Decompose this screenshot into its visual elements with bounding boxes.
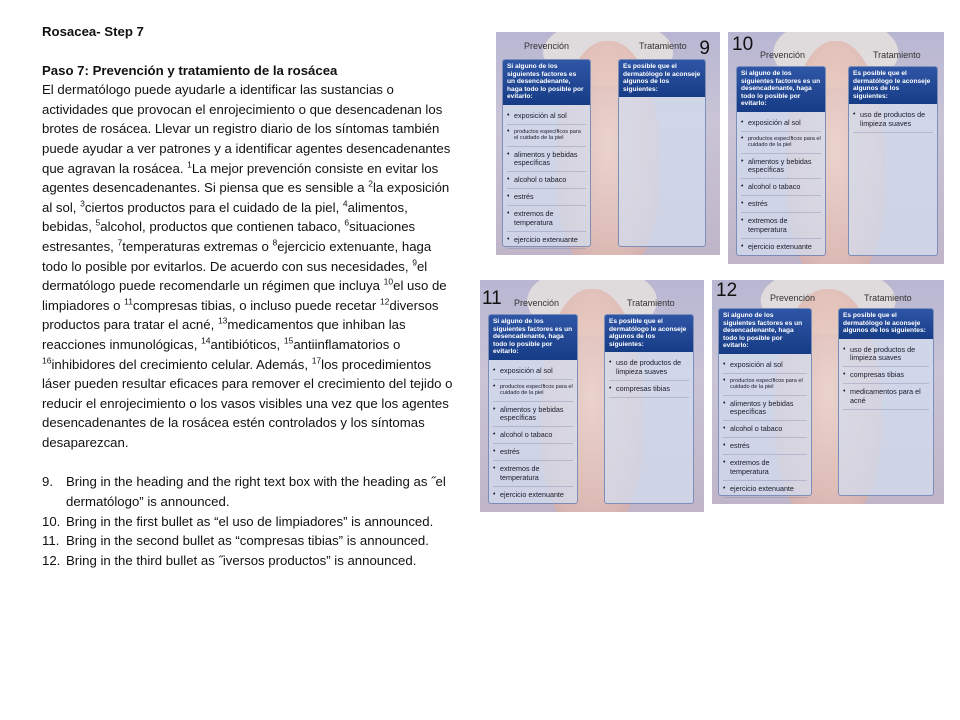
instruction-item [42,551,458,571]
body-text: compresas tibias, o incluso puede recetar [132,297,380,313]
prevention-item: • ejercicio extenuante [723,481,807,498]
treatment-item: • uso de productos de limpieza suaves [609,355,689,380]
prevention-panel-heading: Si alguno de los siguientes factores es un desencadenante, haga todo lo posible por evitarlo: [503,60,590,105]
treatment-item: • uso de productos de limpieza suaves [853,107,933,132]
body-text: antiinflamatorios o [293,336,401,352]
prevention-item: • alcohol o tabaco [493,427,573,444]
prevention-panel-heading: Si alguno de los siguientes factores es un desencadenante, haga todo lo posible por evitarlo: [719,309,811,354]
body-text: ejercicio extenuante, haga todo lo posible por evitarlos. De acuerdo con sus necesidades, [42,238,432,274]
prevention-item: • productos específicos para el cuidado de la piel [493,380,573,401]
prevention-item: • exposición al sol [507,108,586,125]
treatment-header: Tratamiento [639,41,687,51]
instruction-text: Bring in the second bullet as “compresas tibias” is announced. [66,533,429,549]
superscript: 2 [368,178,373,189]
superscript: 12 [379,296,390,307]
prevention-list [503,105,590,249]
superscript: 15 [283,335,294,346]
body-text: antibióticos, [210,336,284,352]
treatment-list [605,352,693,398]
body-text: la exposición al sol, [42,180,450,215]
instruction-item [42,531,458,551]
prevention-panel-heading: Si alguno de los siguientes factores es un desencadenante, haga todo lo posible por evitarlo: [489,315,577,360]
body-text: alcohol, productos que contienen tabaco, [100,219,345,235]
prevention-panel [718,308,812,496]
body-paragraph [42,80,458,452]
prevention-item: • estrés [493,444,573,461]
prevention-item: • productos específicos para el cuidado de la piel [507,125,586,146]
prevention-panel [502,59,591,247]
prevention-item: • alimentos y bebidas específicas [741,154,821,179]
superscript: 10 [383,276,394,287]
prevention-list [719,354,811,498]
body-text: situaciones estresantes, [42,219,416,254]
superscript: 1 [187,159,192,170]
body-text: el dermatólogo puede recomendarle un régimen que incluya [42,258,428,294]
instruction-number: 9. [42,474,53,490]
treatment-header: Tratamiento [873,50,921,60]
superscript: 14 [201,335,211,346]
treatment-list [849,104,937,132]
treatment-panel-heading: Es posible que el dermatólogo le aconseje algunos de los siguientes: [839,309,933,339]
prevention-header: Prevención [760,50,806,60]
treatment-panel [848,66,938,256]
superscript: 8 [272,237,278,248]
slide-thumbnail-12 [712,280,944,504]
prevention-item: • extremos de temperatura [507,206,586,231]
body-intro: El dermatólogo puede ayudarle a identificar las sustancias o actividades que provocan el enrojecimiento o que desencadenan los brotes de rosácea. Llevar un registro diario de los síntomas también puede ayudar a ver patrones y a identificar agentes desencadenantes que agravan la rosácea. [42,82,451,176]
instruction-text: Bring in the third bullet as ˝iversos productos” is announced. [66,552,417,568]
instruction-number: 10. [42,513,61,529]
prevention-item: • alcohol o tabaco [723,421,807,438]
prevention-list [489,360,577,504]
superscript: 6 [344,217,350,228]
instruction-item [42,472,458,511]
prevention-panel [488,314,578,504]
body-text: alimentos, bebidas, [42,199,408,235]
prevention-item: • ejercicio extenuante [507,232,586,249]
slide-number: 10 [732,34,754,55]
treatment-header: Tratamiento [864,293,912,303]
body-text: medicamentos que inhiban las reacciones inmunológicas, [42,317,406,352]
prevention-panel [736,66,826,256]
treatment-panel-heading: Es posible que el dermatólogo le aconseje algunos de los siguientes: [619,60,705,97]
prevention-item: • alimentos y bebidas específicas [493,402,573,427]
slide-number: 9 [699,38,710,59]
prevention-item: • alimentos y bebidas específicas [507,147,586,172]
treatment-item: • compresas tibias [609,381,689,398]
step-heading: Paso 7: Prevención y tratamiento de la rosácea [42,62,338,78]
prevention-item: • productos específicos para el cuidado de la piel [741,132,821,153]
body-text: temperaturas extremas o [122,238,273,254]
treatment-panel [838,308,934,496]
prevention-item: • extremos de temperatura [741,213,821,238]
body-text: La mejor prevención consiste en evitar los agentes desencadenantes. Si piensa que es sensible a [42,160,439,196]
prevention-item: • estrés [507,189,586,206]
instruction-text: Bring in the heading and the right text box with the heading as ˝el dermatólogo” is announced. [66,474,446,510]
slide-thumbnail-9 [496,32,720,255]
superscript: 16 [42,355,52,366]
slide-thumbnail-11 [480,280,704,512]
treatment-header: Tratamiento [627,298,675,308]
superscript: 9 [412,257,417,268]
prevention-item: • ejercicio extenuante [493,487,573,504]
superscript: 13 [217,315,228,326]
treatment-panel-heading: Es posible que el dermatólogo le aconseje algunos de los siguientes: [605,315,693,352]
treatment-panel [618,59,706,247]
slide-number: 11 [482,288,502,309]
treatment-panel-heading: Es posible que el dermatólogo le aconseje algunos de los siguientes: [849,67,937,104]
prevention-header: Prevención [524,41,570,51]
prevention-item: • alcohol o tabaco [507,172,586,189]
prevention-header: Prevención [514,298,560,308]
prevention-item: • exposición al sol [741,115,821,132]
treatment-item: • uso de productos de limpieza suaves [843,342,929,367]
superscript: 11 [124,296,133,307]
instruction-list [42,472,458,570]
superscript: 5 [95,217,101,228]
treatment-list [839,339,933,410]
body-text: los procedimientos láser pueden resultar eficaces para remover el crecimiento del tejido o reducir el enrojecimiento o los vasos visibles una vez que los agentes desencadenantes de la rosácea estén controlados y los síntomas desaparezcan. [42,356,453,450]
body-text: ciertos productos para el cuidado de la piel, [84,199,343,215]
prevention-item: • estrés [741,196,821,213]
superscript: 3 [80,198,85,209]
body-text: el uso de limpiadores o [42,278,447,313]
treatment-panel [604,314,694,504]
prevention-item: • exposición al sol [723,357,807,374]
prevention-list [737,112,825,256]
prevention-item: • extremos de temperatura [493,461,573,486]
instruction-number: 12. [42,552,61,568]
instruction-number: 11. [42,533,60,549]
prevention-item: • exposición al sol [493,363,573,380]
superscript: 7 [117,237,123,248]
document-title: Rosacea- Step 7 [42,24,144,39]
prevention-header: Prevención [770,293,816,303]
prevention-item: • extremos de temperatura [723,455,807,480]
prevention-panel-heading: Si alguno de los siguientes factores es un desencadenante, haga todo lo posible por evitarlo: [737,67,825,112]
instruction-item [42,512,458,532]
prevention-item: • alimentos y bebidas específicas [723,396,807,421]
body-text: inhibidores del crecimiento celular. Además, [51,356,312,372]
slide-number: 12 [716,280,738,301]
prevention-item: • productos específicos para el cuidado de la piel [723,374,807,395]
treatment-item: • medicamentos para el acné [843,384,929,409]
slide-thumbnail-10 [728,32,944,264]
instruction-text: Bring in the first bullet as “el uso de limpiadores” is announced. [66,513,434,529]
superscript: 4 [342,198,348,209]
prevention-item: • alcohol o tabaco [741,179,821,196]
prevention-item: • ejercicio extenuante [741,239,821,256]
superscript: 17 [311,355,322,366]
body-text: diversos productos para tratar el acné, [42,297,439,333]
treatment-item: • compresas tibias [843,367,929,384]
prevention-item: • estrés [723,438,807,455]
document-text [42,22,458,570]
